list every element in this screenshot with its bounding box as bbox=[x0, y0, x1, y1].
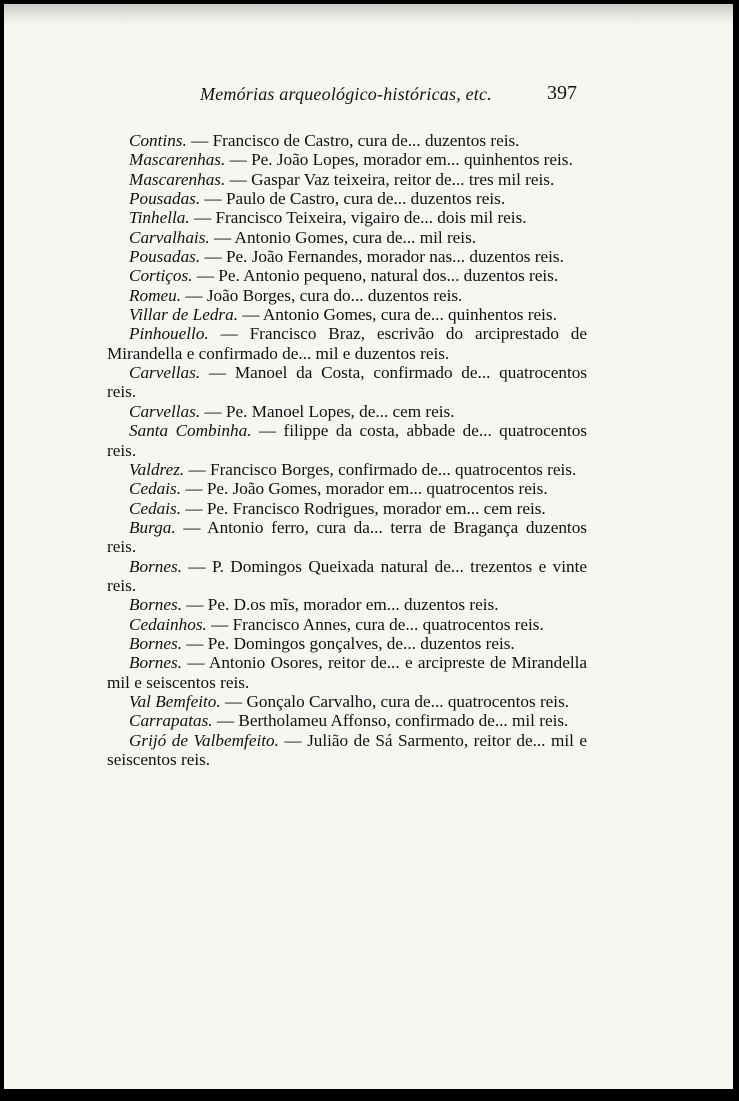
place-name: Pousadas. bbox=[129, 247, 201, 267]
list-item bbox=[107, 189, 587, 208]
entry-text: — filippe da costa, abbade de... quatrocentos reis. bbox=[107, 421, 587, 460]
entry-text: — Pe. João Lopes, morador em... quinhentos reis. bbox=[229, 150, 573, 170]
list-item bbox=[107, 479, 587, 498]
list-item bbox=[107, 247, 587, 266]
entry-text: — Gonçalo Carvalho, cura de... quatrocentos reis. bbox=[224, 691, 570, 711]
place-name: Bornes. bbox=[129, 595, 182, 615]
place-name: Contins. bbox=[129, 131, 187, 150]
place-name: Carvellas. bbox=[129, 363, 201, 383]
place-name: Romeu. bbox=[129, 285, 182, 305]
entry-text: — Francisco Borges, confirmado de... quatrocentos reis. bbox=[188, 459, 577, 479]
place-name: Grijó de Valbemfeito. bbox=[129, 730, 279, 750]
place-name: Valdrez. bbox=[129, 459, 185, 479]
place-name: Carvellas. bbox=[129, 401, 201, 421]
entry-text: — Pe. Manoel Lopes, de... cem reis. bbox=[204, 401, 455, 421]
place-name: Bornes. bbox=[129, 556, 182, 576]
place-name: Carrapatas. bbox=[129, 711, 213, 731]
list-item bbox=[107, 266, 587, 285]
list-item bbox=[107, 615, 587, 634]
entry-text: — Francisco Annes, cura de... quatrocentos reis. bbox=[211, 614, 544, 634]
place-name: Mascarenhas. bbox=[129, 169, 226, 189]
place-name: Val Bemfeito. bbox=[129, 691, 221, 711]
list-item bbox=[107, 692, 587, 711]
place-name: Santa Combinha. bbox=[129, 421, 252, 441]
entry-text: — Francisco Braz, escrivão do arciprestado de Mirandella e confirmado de... mil e duzentos reis. bbox=[107, 324, 588, 363]
place-name: Cedainhos. bbox=[129, 614, 207, 634]
page-number: 397 bbox=[547, 82, 577, 104]
entry-text: — Pe. Francisco Rodrigues, morador em... cem reis. bbox=[185, 498, 546, 518]
entry-text: — Pe. D.os mĩs, morador em... duzentos reis. bbox=[186, 595, 499, 615]
list-item bbox=[107, 170, 587, 189]
place-name: Cortiços. bbox=[129, 266, 193, 286]
place-name: Pousadas. bbox=[129, 189, 201, 209]
list-item bbox=[107, 460, 587, 479]
list-item bbox=[107, 402, 587, 421]
entry-text: — Francisco Teixeira, vigairo de... dois mil reis. bbox=[193, 208, 527, 228]
list-item bbox=[107, 131, 587, 150]
entry-text: — Pe. João Gomes, morador em... quatrocentos reis. bbox=[185, 479, 548, 499]
entry-text: — Manoel da Costa, confirmado de... quatrocentos reis. bbox=[107, 363, 588, 402]
entry-text: — Julião de Sá Sarmento, reitor de... mil e seiscentos reis. bbox=[107, 730, 588, 769]
entry-text: — Antonio Osores, reitor de... e arcipreste de Mirandella mil e seiscentos reis. bbox=[107, 653, 588, 692]
place-name: Bornes. bbox=[129, 653, 182, 673]
list-item bbox=[107, 286, 587, 305]
list-item bbox=[107, 421, 587, 460]
list-item bbox=[107, 711, 587, 730]
running-title: Memórias arqueológico-históricas, etc. bbox=[200, 84, 492, 104]
entry-text: — Francisco de Castro, cura de... duzentos reis. bbox=[191, 131, 520, 150]
entry-text: — Antonio Gomes, cura de... quinhentos reis. bbox=[242, 305, 557, 325]
list-item bbox=[107, 305, 587, 324]
list-item bbox=[107, 324, 587, 363]
entry-list bbox=[107, 131, 587, 769]
place-name: Burga. bbox=[129, 517, 176, 537]
list-item bbox=[107, 731, 587, 770]
page-header bbox=[4, 84, 733, 110]
list-item bbox=[107, 653, 587, 692]
list-item bbox=[107, 518, 587, 557]
place-name: Pinhouello. bbox=[129, 324, 209, 344]
list-item bbox=[107, 363, 587, 402]
list-item bbox=[107, 208, 587, 227]
entry-text: — Antonio ferro, cura da... terra de Bragança duzentos reis. bbox=[107, 517, 587, 557]
place-name: Carvalhais. bbox=[129, 227, 210, 247]
list-item bbox=[107, 228, 587, 247]
entry-text: — P. Domingos Queixada natural de... trezentos e vinte reis. bbox=[107, 556, 587, 595]
entry-text: — Antonio Gomes, cura de... mil reis. bbox=[214, 227, 477, 247]
place-name: Cedais. bbox=[129, 498, 182, 518]
list-item bbox=[107, 150, 587, 169]
entry-text: — Bertholameu Affonso, confirmado de... mil reis. bbox=[216, 711, 569, 731]
place-name: Cedais. bbox=[129, 479, 182, 499]
entry-text: — Paulo de Castro, cura de... duzentos reis. bbox=[204, 189, 506, 209]
place-name: Bornes. bbox=[129, 633, 182, 653]
entry-text: — João Borges, cura do... duzentos reis. bbox=[185, 285, 463, 305]
entry-text: — Pe. João Fernandes, morador nas... duzentos reis. bbox=[204, 247, 564, 267]
place-name: Mascarenhas. bbox=[129, 150, 226, 170]
list-item bbox=[107, 557, 587, 596]
page-sheet bbox=[4, 4, 733, 1089]
list-item bbox=[107, 499, 587, 518]
entry-text: — Gaspar Vaz teixeira, reitor de... tres mil reis. bbox=[229, 169, 555, 189]
place-name: Tinhella. bbox=[129, 208, 190, 228]
list-item bbox=[107, 634, 587, 653]
entry-text: — Pe. Antonio pequeno, natural dos... duzentos reis. bbox=[196, 266, 559, 286]
list-item bbox=[107, 595, 587, 614]
place-name: Villar de Ledra. bbox=[129, 305, 239, 325]
entry-text: — Pe. Domingos gonçalves, de... duzentos reis. bbox=[186, 633, 515, 653]
